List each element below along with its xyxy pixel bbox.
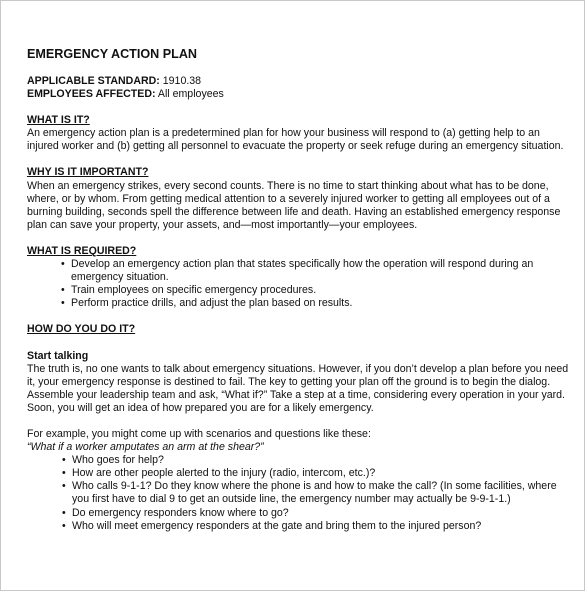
list-item: • How are other people alerted to the injury (radio, intercom, etc.)? <box>64 467 572 480</box>
document-body <box>27 46 572 533</box>
what-is-it-heading: WHAT IS IT? <box>27 114 90 127</box>
required-list <box>27 258 572 310</box>
list-item: • Who will meet emergency responders at the gate and bring them to the injured person? <box>64 520 572 533</box>
list-item: • Do emergency responders know where to go? <box>64 507 572 520</box>
what-is-it-text: An emergency action plan is a predetermined plan for how your business will respond to (a) getting help to an injured worker and (b) getting all personnel to evacuate the property or seek refuge during an emergency situation. <box>27 127 564 153</box>
start-talking-heading: Start talking <box>27 349 89 362</box>
how-do-it-heading: HOW DO YOU DO IT? <box>27 323 136 336</box>
document-title: EMERGENCY ACTION PLAN <box>27 47 198 61</box>
example-quote: “What if a worker amputates an arm at the shear?” <box>27 441 264 454</box>
start-talking-text: The truth is, no one wants to talk about emergency situations. However, if you don’t develop a plan before you need it, your emergency response is destined to fail. The key to getting your plan off the ground is to begin the dialog. Assemble your leadership team and ask, “What if?” Take a step at a time, considering every operation in your yard. Soon, you will get an idea of how prepared you are for a likely emergency. <box>27 362 569 414</box>
applicable-standard-line <box>27 75 572 88</box>
employees-affected-label: EMPLOYEES AFFECTED: <box>27 88 156 101</box>
why-important-text: When an emergency strikes, every second counts. There is no time to start thinking about what has to be done, where, or by whom. From getting medical attention to a severely injured worker to getting all employees out of a burning building, seconds spell the difference between life and death. Having an established emergency response plan can save your property, your assets, and—most importantly—your employees. <box>27 179 561 231</box>
list-item: • Train employees on specific emergency procedures. <box>63 284 572 297</box>
employees-affected-value: All employees <box>157 88 224 101</box>
list-item: • Who calls 9-1-1? Do they know where the phone is and how to make the call? (In some facilities, where you first have to dial 9 to get an outside line, the emergency number may actually be 9-9-1-1.) <box>64 480 572 506</box>
applicable-standard-value: 1910.38 <box>162 75 202 87</box>
applicable-standard-label: APPLICABLE STANDARD: <box>27 75 160 87</box>
questions-list <box>27 454 572 533</box>
list-item: • Who goes for help? <box>64 454 572 467</box>
employees-affected-line <box>27 88 572 101</box>
example-intro: For example, you might come up with scenarios and questions like these: <box>27 427 371 440</box>
what-required-heading: WHAT IS REQUIRED? <box>27 244 137 257</box>
list-item: • Perform practice drills, and adjust the plan based on results. <box>63 297 572 310</box>
why-important-heading: WHY IS IT IMPORTANT? <box>27 166 149 179</box>
list-item: • Develop an emergency action plan that states specifically how the operation will respond during an emergency situation. <box>63 258 572 284</box>
